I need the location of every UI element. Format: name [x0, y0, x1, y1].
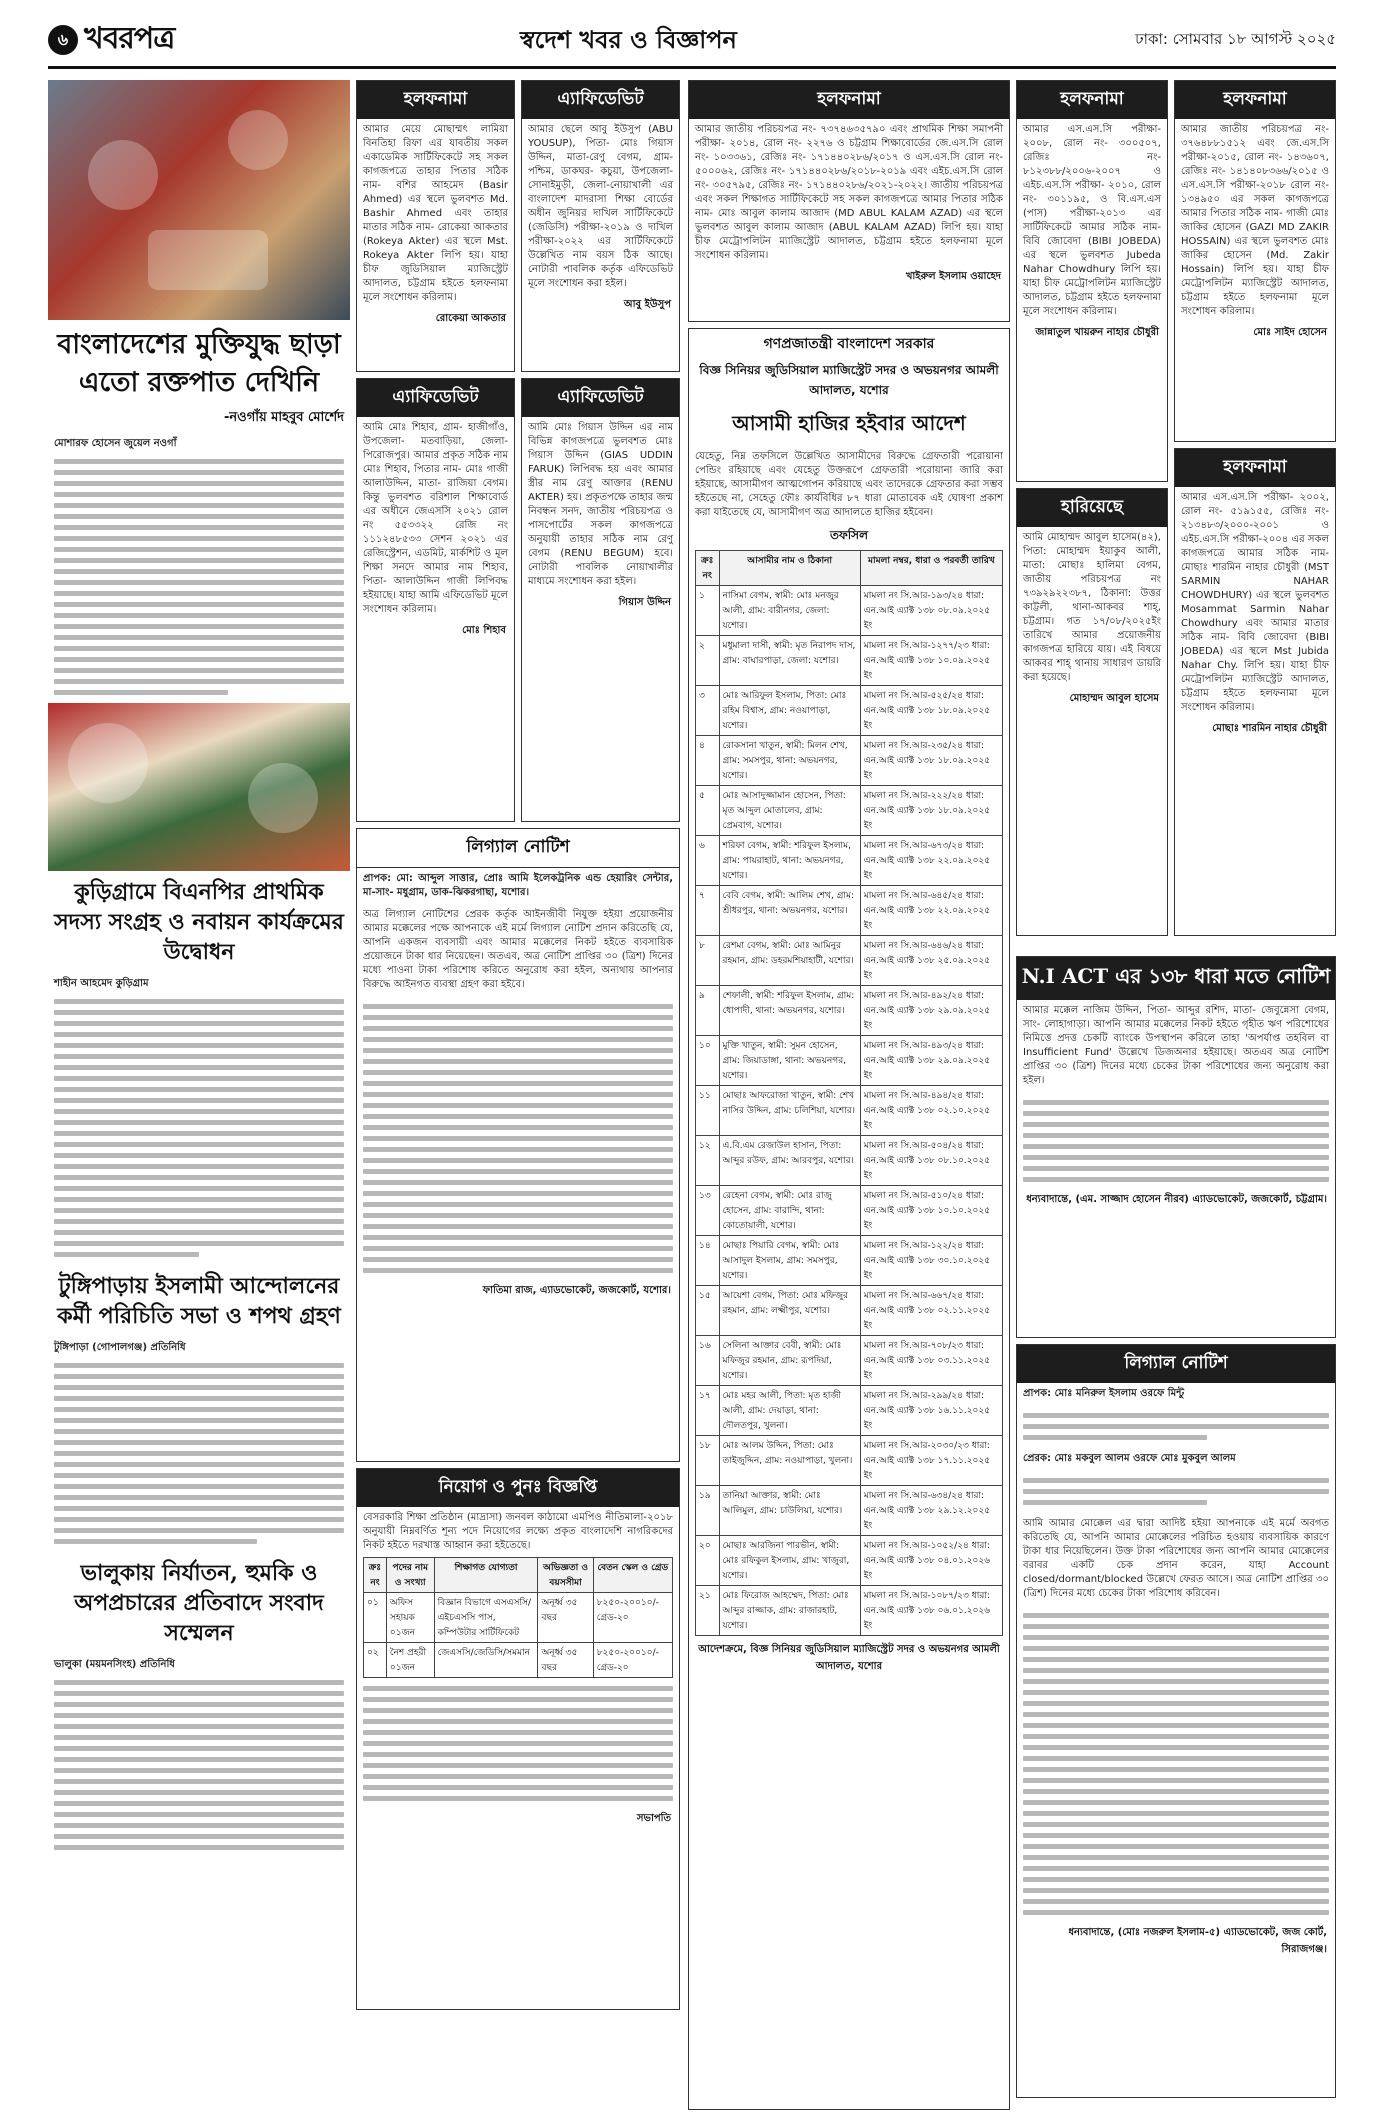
accused-cell: মামলা নং সি.আর-১০৫২/২৪ ধারা: এন.আই এ্যাক্ট ১৩৮ ০৪.০১.২০২৬ ইং: [860, 1536, 1002, 1586]
story2-reporter: শাহীন আহমেদ কুড়িগ্রাম: [54, 978, 149, 989]
accused-cell: মামলা নং সি.আর-৬৪৫/২৪ ধারা: এন.আই এ্যাক্ট ১৩৮ ২২.০৯.২০২৫ ইং: [860, 886, 1002, 936]
ad-title: হলফনামা: [1175, 81, 1335, 119]
accused-cell: মুক্তি খাতুন, স্বামী: সুমন হোসেন, গ্রাম: জিয়াডাঙ্গা, থানা: অভয়নগর, যশোর।: [719, 1036, 860, 1086]
story1-reporter: মোশারফ হোসেন জুয়েল নওগাঁ: [54, 438, 177, 449]
ad-title: N.I ACT এর ১৩৮ ধারা মতে নোটিশ: [1017, 957, 1335, 1000]
ad-signer: মোছাঃ শারমিন নাহার চৌধুরী: [1212, 723, 1327, 734]
ad-text: আমার জাতীয় পরিচয়পত্র নং- ৩৭৬৪৮৮১৫১২ এবং জে.এস.সি পরীক্ষা-২০১৫, রোল নং- ১৪৩৬০৭, রেজিঃ নং- ১৪১৪০৮৩৬৬/২০১৫ ও এস.এস.সি পরীক্ষা-২০১৮ রোল নং- ১৩৪৯৫০ এর সকল কাগজপত্রে আমার পিতার সঠিক নাম- গাজী মোঃ জাকির হোসেন (GAZI MD ZAKIR HOSSAIN) এর স্থলে ভুলবশত মোঃ জাকির হোসেন (Md. Zakir Hossain) লিপি হয়। যাহা চীফ মেট্রোপলিটন ম্যাজিস্ট্রেট আদালত, চট্টগ্রাম হইতে হলফনামা মূলে সংশোধন করিলাম।: [1181, 124, 1329, 317]
accused-cell: ২১: [696, 1586, 720, 1636]
accused-cell: মামলা নং সি.আর-৪৯৩/২৪ ধারা: এন.আই এ্যাক্ট ১৩৮ ২৯.০৯.২০২৫ ইং: [860, 1036, 1002, 1086]
recruitment-table: [363, 1557, 673, 1678]
accused-cell: মামলা নং সি.আর-৫১০/২৪ ধারা: এন.আই এ্যাক্ট ১৩৮ ১০.১০.২০২৫ ইং: [860, 1186, 1002, 1236]
accused-cell: মোঃ আরিফুল ইসলাম, পিতা: মোঃ রহিম বিশ্বাস, গ্রাম: নওয়াপাড়া, যশোর।: [719, 686, 860, 736]
accused-cell: মোঃ আসাদুজ্জামান হোসেন, পিতা: মৃত আব্দুল মোতালেব, গ্রাম: প্রেমবাগ, যশোর।: [719, 786, 860, 836]
recruitment-header: শিক্ষাগত যোগ্যতা: [434, 1558, 538, 1593]
ad-text: আমি আমার মোক্কেল এর দ্বারা আদিষ্ট হইয়া আপনাকে এই মর্মে অবগত করিতেছি যে, আপনি আমার মোক্কেলের পরিচিত হওয়ায় ব্যবসায়িক কারণে টাকা ধার নিয়েছিলেন। উক্ত টাকা পরিশোধের জন্য আপনি আমার মোক্কেলের বরাবর একটি চেক প্রদান করেন, যাহা Account closed/dormant/blocked উল্লেখে ফেরত আসে। অত্র নোটিশ প্রাপ্তির ৩০ (ত্রিশ) দিনের মধ্যে চেকের টাকা পরিশোধ করিবেন।: [1023, 1518, 1329, 1599]
ad-title: হলফনামা: [689, 81, 1009, 119]
accused-cell: মামলা নং সি.আর-১৯৩/২৪ ধারা: এন.আই এ্যাক্ট ১৩৮ ০৮.০৯.২০২৫ ইং: [860, 586, 1002, 636]
ad-title: হলফনামা: [1017, 81, 1167, 119]
accused-cell: মামলা নং সি.আর-১০৮৭/২৩ ধারা: এন.আই এ্যাক্ট ১৩৮ ০৬.০১.২০২৬ ইং: [860, 1586, 1002, 1636]
news-column: [48, 80, 350, 2110]
accused-cell: বেবি বেগম, স্বামী: আলিম শেখ, গ্রাম: শ্রীধরপুর, থানা: অভয়নগর, যশোর।: [719, 886, 860, 936]
accused-cell: মোঃ ফিরোজ আহম্মেদ, পিতা: মোঃ আব্দুর রাজ্জাক, গ্রাম: রাজারহাট, যশোর।: [719, 1586, 860, 1636]
accused-cell: মামলা নং সি.আর-২৩৫/২৪ ধারা: এন.আই এ্যাক্ট ১৩৮ ১৮.০৯.২০২৫ ইং: [860, 736, 1002, 786]
recruitment-header: অভিজ্ঞতা ও বয়সসীমা: [538, 1558, 593, 1593]
table-row: [696, 1186, 1003, 1236]
recruitment-cell: ৮২৫০-২০০১০/- গ্রেড-২০: [593, 1593, 672, 1643]
accused-cell: মামলা নং সি.আর-২২২/২৪ ধারা: এন.আই এ্যাক্ট ১৩৮ ১৮.০৯.২০২৫ ইং: [860, 786, 1002, 836]
accused-cell: রেহেনা বেগম, স্বামী: মোঃ রাজু হোসেন, গ্রাম: বারান্দি, থানা: কোতোয়ালী, যশোর।: [719, 1186, 860, 1236]
ad-signer: গিয়াস উদ্দিন: [618, 597, 671, 608]
accused-cell: মামলা নং সি.আর-৪৯২/২৪ ধারা: এন.আই এ্যাক্ট ১৩৮ ২৯.০৯.২০২৫ ইং: [860, 986, 1002, 1036]
accused-cell: মামলা নং সি.আর-৬৬৭/২৪ ধারা: এন.আই এ্যাক্ট ১৩৮ ০২.১১.২০২৫ ইং: [860, 1286, 1002, 1336]
story4-body: [48, 1672, 350, 1858]
affidavit-ad: [688, 80, 1010, 322]
accused-cell: ১৬: [696, 1336, 720, 1386]
table-row: [364, 1643, 673, 1678]
story4-headline: ভালুকায় নির্যাতন, হুমকি ও অপপ্রচারের প্রতিবাদে সংবাদ সম্মেলন: [74, 1560, 324, 1646]
recruitment-conditions: [357, 1678, 679, 1809]
accused-header: আসামীর নাম ও ঠিকানা: [719, 551, 860, 586]
accused-cell: মামলা নং সি.আর-৬৪৬/২৪ ধারা: এন.আই এ্যাক্ট ১৩৮ ২৫.০৯.২০২৫ ইং: [860, 936, 1002, 986]
ad-title: হলফনামা: [357, 81, 514, 119]
accused-cell: ২: [696, 636, 720, 686]
table-row: [696, 636, 1003, 686]
recruitment-cell: ৮২৫০-২০০১০/- গ্রেড-২০: [593, 1643, 672, 1678]
accused-cell: ১৯: [696, 1486, 720, 1536]
ad-text: আমি মোহাম্মদ আবুল হাসেম(৪২), পিতা: মোহাম্মদ ইয়াকুব আলী, মাতা: মোছাঃ হালিমা বেগম, জাতীয় পরিচয়পত্র নং ৭৩৯২৯২২৩৮৭, ঠিকানা: উত্তর কাট্টলী, থানা-আকবর শাহ্, চট্টগ্রাম। গত ১৭/০৮/২০২৫ইং তারিখে আমার প্রয়োজনীয় কাগজপত্র হারিয়ে যায়। এই বিষয়ে আকবর শাহ্ থানায় সাধারণ ডায়রি করা হয়েছে।: [1023, 532, 1161, 683]
accused-cell: তানিয়া আক্তার, স্বামী: মোঃ আলিমুল, গ্রাম: চাউলিয়া, যশোর।: [719, 1486, 860, 1536]
ad-text: অত্র লিগ্যাল নোটিশের প্রেরক কর্তৃক আইনজীবী নিযুক্ত হইয়া প্রয়োজনীয় আমার মক্কেলের পক্ষে আপনাকে এই মর্মে লিগ্যাল নোটিশ প্রদান করিতেছি যে, আপনি একজন ব্যবসায়ী এবং আমার মক্কেলের নিকট হইতে ব্যবসায়িক প্রয়োজনে টাকা ধার নিয়েছেন। অতএব, অত্র নোটিশ প্রাপ্তির ৩০ (ত্রিশ) দিনের মধ্যে পাওনা টাকা পরিশোধ করিতে অনুরোধ করা হইল, অন্যথায় আপনার বিরুদ্ধে আইনগত ব্যবস্থা গ্রহণ করা হইবে।: [363, 909, 673, 990]
affidavit-ad: [1016, 80, 1168, 482]
ad-title: এ্যাফিডেভিট: [357, 379, 514, 417]
sender-details: [1017, 1470, 1335, 1513]
table-row: [696, 736, 1003, 786]
accused-header: ক্রঃ নং: [696, 551, 720, 586]
header-rule: [48, 66, 1336, 69]
ads-column-3: [688, 80, 1010, 2110]
accused-cell: মধুমালা দাসী, স্বামী: মৃত নিরাপদ দাস, গ্রাম: বাঘারপাড়া, জেলা: যশোর।: [719, 636, 860, 686]
recruitment-header: পদের নাম ও সংখ্যা: [386, 1558, 434, 1593]
court-name: বিজ্ঞ সিনিয়র জুডিসিয়াল ম্যাজিস্ট্রেট সদর ও অভয়নগর আমলী আদালত, যশোর: [699, 363, 999, 397]
notice-body-continued: [1017, 1605, 1335, 1923]
ad-text: আমার এস.এস.সি পরীক্ষা- ২০০২, রোল নং- ৫১৯১৫৫, রেজিঃ নং- ২১৩৪৮৩/২০০০-২০০১ ও এইচ.এস.সি পরীক্ষা-২০০৪ এর সকল কাগজপত্রে আমার সঠিক নাম- মোছাঃ শারমিন নাহার চৌধুরী (MST SARMIN NAHAR CHOWDHURY) এর স্থলে ভুলবশত Mosammat Sarmin Nahar Chowdhury এবং আমার মাতার সঠিক নাম- বিবি জোবেদা (BIBI JOBEDA) এর স্থলে Mst Jubida Nahar Chy. লিপি হয়। যাহা চীফ মেট্রোপলিটন ম্যাজিস্ট্রেট আদালত, চট্টগ্রাম হইতে হলফনামা মূলে সংশোধন করিলাম।: [1181, 492, 1329, 713]
accused-cell: মামলা নং সি.আর-২০৩০/২৩ ধারা: এন.আই এ্যাক্ট ১৩৮ ১৭.১১.২০২৫ ইং: [860, 1436, 1002, 1486]
ad-signer: সভাপতি: [636, 1813, 671, 1824]
court-notice: [688, 328, 1010, 2110]
ads-column-4: [1016, 80, 1168, 950]
table-row: [696, 836, 1003, 886]
recruitment-header: ক্রঃ নং: [364, 1558, 387, 1593]
legal-notice-ad: [356, 828, 680, 1462]
table-row: [696, 1436, 1003, 1486]
ad-signer: আবু ইউসুপ: [623, 299, 671, 310]
accused-cell: ২০: [696, 1536, 720, 1586]
ad-text: আমার ছেলে আবু ইউসুপ (ABU YOUSUP), পিতা- মোঃ গিয়াস উদ্দিন, মাতা-রেণু বেগম, গ্রাম-পশ্চিম, ডাকঘর- কচুয়া, উপজেলা- সোনাইমুড়ী, জেলা-নোয়াখালী এর বাংলাদেশ মাদরাসা শিক্ষা বোর্ডের অধীন জুনিয়র দাখিল সার্টিফিকেটে (জেডিসি) পরীক্ষা-২০১৯ ও দাখিল পরীক্ষা-২০২২ এর সার্টিফিকেটে উল্লেখিত নাম বয়স ঠিক আছে। নোটারী পাবলিক কর্তৃক এফিডেভিট মূলে সংশোধন করা হইল।: [528, 124, 673, 289]
ad-title: হারিয়েছে: [1017, 489, 1167, 527]
notice-body-continued: [1017, 1092, 1335, 1190]
table-row: [696, 1536, 1003, 1586]
accused-cell: মামলা নং সি.আর-৭০৮/২৩ ধারা: এন.আই এ্যাক্ট ১৩৮ ০৩.১১.২০২৫ ইং: [860, 1336, 1002, 1386]
accused-cell: রেশমা বেগম, স্বামী: মোঃ আমিনুর রহমান, গ্রাম: ডহরমশিয়াহাটী, যশোর।: [719, 936, 860, 986]
accused-cell: ১: [696, 586, 720, 636]
story1-headline: বাংলাদেশের মুক্তিযুদ্ধ ছাড়া এতো রক্তপাত দেখিনি: [57, 329, 341, 398]
ad-signer: মোঃ সাইদ হোসেন: [1253, 327, 1327, 338]
accused-cell: ৩: [696, 686, 720, 736]
table-row: [696, 1086, 1003, 1136]
accused-cell: শেফালী, স্বামী: শরিফুল ইসলাম, গ্রাম: ধোপাদী, থানা: অভয়নগর, যশোর।: [719, 986, 860, 1036]
accused-cell: এ.বি.এম রেজাউল হাসান, পিতা: আব্দুর রউফ, গ্রাম: আরবপুর, যশোর।: [719, 1136, 860, 1186]
story2-headline: কুড়িগ্রামে বিএনপির প্রাথমিক সদস্য সংগ্রহ ও নবায়ন কার্যক্রমের উদ্বোধন: [54, 879, 344, 965]
table-row: [696, 1036, 1003, 1086]
accused-table: [695, 550, 1003, 1636]
table-row: [696, 1286, 1003, 1336]
table-row: [696, 1236, 1003, 1286]
accused-cell: ১০: [696, 1036, 720, 1086]
ad-title: হলফনামা: [1175, 449, 1335, 487]
paper-name: খবরপত্র: [84, 21, 175, 56]
accused-cell: ১৫: [696, 1286, 720, 1336]
table-row: [696, 986, 1003, 1036]
ad-signer: ধন্যবাদান্তে, (মোঃ নজরুল ইসলাম-৫) এ্যাডভোকেট, জজ কোর্ট, সিরাজগঞ্জ।: [1068, 1927, 1327, 1955]
table-row: [696, 586, 1003, 636]
accused-cell: মোছাঃ পিয়ারি বেগম, স্বামী: মোঃ আসাদুল ইসলাম, গ্রাম: সমসপুর, যশোর।: [719, 1236, 860, 1286]
accused-cell: ১২: [696, 1136, 720, 1186]
gov-title: গণপ্রজাতন্ত্রী বাংলাদেশ সরকার: [763, 336, 935, 352]
notice-recipient: প্রাপক: মো: আব্দুল সাত্তার, প্রোঃ আমি ইলেকট্রনিক এন্ড হেয়ারিং সেন্টার, মা-সাং- মধুগ্রাম, ডাক-ঝিকরগাছা, যশোর।: [363, 873, 673, 898]
table-row: [696, 1336, 1003, 1386]
recruitment-cell: নৈশ প্রহরী ০১জন: [386, 1643, 434, 1678]
accused-header: মামলা নম্বর, ধারা ও পরবর্তী তারিখ: [860, 551, 1002, 586]
ads-column-right-lower: [1016, 956, 1336, 2106]
recruitment-cell: অনূর্ধ্ব ৩৫ বছর: [538, 1593, 593, 1643]
lost-ad: [1016, 488, 1168, 936]
story3-reporter: টুঙ্গিপাড়া (গোপালগঞ্জ) প্রতিনিধি: [54, 1342, 186, 1353]
accused-cell: ৮: [696, 936, 720, 986]
accused-cell: মোছাঃ আফরোজা খাতুন, স্বামী: শেখ নাসির উদ্দিন, গ্রাম: চলিশিয়া, যশোর।: [719, 1086, 860, 1136]
recruitment-cell: বিজ্ঞান বিভাগে এসএসসি/এইচএসসি পাস, কম্পিউটার সার্টিফিকেট: [434, 1593, 538, 1643]
accused-cell: ৬: [696, 836, 720, 886]
recruitment-cell: ০২: [364, 1643, 387, 1678]
ad-title: নিয়োগ ও পুনঃ বিজ্ঞপ্তি: [357, 1469, 679, 1507]
ad-text: আমার মেয়ে মোছাম্মৎ লামিয়া বিনতিহা রিফা এর যাবতীয় সকল একাডেমিক সার্টিফিকেটে সহ সকল কাগজপত্রে তাহার পিতার সঠিক নাম- বশির আহমেদ (Basir Ahmed) এর স্থলে ভুলবশত Md. Bashir Ahmed এবং তাহার মাতার সঠিক নাম- রোকেয়া আকতার (Rokeya Akter) এর স্থলে Mst. Rokeya Akter লিপি হয়। যাহা চীফ জুডিসিয়াল ম্যাজিস্ট্রেট আদালত, চট্টগ্রাম হইতে হলফনামা মূলে সংশোধন করিলাম।: [363, 124, 508, 303]
story3-headline: টুঙ্গিপাড়ায় ইসলামী আন্দোলনের কর্মী পরিচিতি সভা ও শপথ গ্রহণ: [57, 1273, 341, 1329]
table-row: [696, 1386, 1003, 1436]
ad-signer: রোকেয়া আকতার: [435, 313, 506, 324]
recruitment-cell: অনূর্ধ্ব ৩৫ বছর: [538, 1643, 593, 1678]
ad-intro: বেসরকারি শিক্ষা প্রতিষ্ঠান (মাদ্রাসা) জনবল কাঠামো এমপিও নীতিমালা-২০১৮ অনুযায়ী নিম্নবর্ণিত শূন্য পদে নিয়োগের লক্ষ্যে প্রকৃত বাংলাদেশি নাগরিকদের নিকট হইতে দরখাস্ত আহ্বান করা হইতেছে।: [363, 1512, 673, 1551]
affidavit-ad: [1174, 448, 1336, 936]
ad-affidavit-left: [356, 80, 515, 828]
ad-text: আমার এস.এস.সি পরীক্ষা- ২০০৮, রোল নং- ৩০০৫০৭, রেজিঃ নং- ৮১২৩৮৮/২০০৬-২০০৭ ও এইচ.এস.সি পরীক্ষা- ২০১০, রোল নং- ৩০১১৯৫, ও বি.এস.এস (পাস) পরীক্ষা-২০১৩ এর সার্টিফিকেটে আমার সঠিক নাম- বিবি জোবেদা (BIBI JOBEDA) এর স্থলে ভুলবশত Jubeda Nahar Chowdhury লিপি হয়। যাহা চীফ মেট্রোপলিটন ম্যাজিস্ট্রেট আদালত, চট্টগ্রাম হইতে হলফনামা মূলে সংশোধন করিলাম।: [1023, 124, 1161, 317]
accused-cell: মোঃ আলম উদ্দিন, পিতা: মোঃ তাইজুদ্দিন, গ্রাম: নওয়াপাড়া, খুলনা।: [719, 1436, 860, 1486]
notice-body-continued: [357, 996, 679, 1281]
court-signer: আদেশক্রমে, বিজ্ঞ সিনিয়র জুডিসিয়াল ম্যাজিস্ট্রেট সদর ও অভয়নগর আমলী আদালত, যশোর: [698, 1644, 1000, 1672]
table-row: [696, 1486, 1003, 1536]
table-row: [696, 1586, 1003, 1636]
story2-body: [48, 991, 350, 1265]
accused-cell: শরিফা বেগম, স্বামী: শরিফুল ইসলাম, গ্রাম: পায়রাহাট, থানা: অভয়নগর, যশোর।: [719, 836, 860, 886]
accused-cell: ৯: [696, 986, 720, 1036]
story1-body: [48, 451, 350, 703]
accused-cell: ১৩: [696, 1186, 720, 1236]
section-title: স্বদেশ খবর ও বিজ্ঞাপন: [520, 25, 737, 54]
ad-signer: মোঃ শিহাব: [462, 625, 506, 636]
ad-signer: খাইরুল ইসলাম ওয়াহেদ: [905, 271, 1001, 282]
accused-cell: মামলা নং সি.আর-৪৯৪/২৪ ধারা: এন.আই এ্যাক্ট ১৩৮ ০২.১০.২০২৫ ইং: [860, 1086, 1002, 1136]
ad-title: এ্যাফিডেভিট: [522, 379, 679, 417]
accused-cell: মামলা নং সি.আর-৫০৪/২৪ ধারা: এন.আই এ্যাক্ট ১৩৮ ০৮.১০.২০২৫ ইং: [860, 1136, 1002, 1186]
court-text: যেহেতু, নিম্ন তফসিলে উল্লেখিত আসামীদের বিরুদ্ধে গ্রেফতারী পরোয়ানা পেন্ডিং রহিয়াছে এবং যেহেতু উক্তরূপে গ্রেফতারী পরোয়ানা জারি করা হইয়াছে, আসামীগণ আত্মগোপন করিয়াছে এবং তাদেরকে গ্রেফতার করা সম্ভব হইতেছে না, সেহেতু ফৌঃ কার্যবিধির ৮৭ ধারা মোতাবেক এই ঘোষণা প্রকাশ করা যাইতেছে যে, আসামীগণ অত্র আদালতে হাজির হইবেন।: [695, 451, 1003, 518]
ad-text: আমার মক্কেল নাজিম উদ্দিন, পিতা- আব্দুর রশিদ, মাতা- জেবুন্নেসা বেগম, সাং- লোহাগাড়া। আপনি আমার মক্কেলের নিকট হইতে গৃহীত ঋণ পরিশোধের নিমিত্তে প্রদত্ত চেকটি ব্যাংকে উপস্থাপন করিলে তাহা 'অপর্যাপ্ত তহবিল বা Insufficient Fund' উল্লেখে ডিজঅনার হইয়াছে। অতএব অত্র নোটিশ প্রাপ্তির ৩০ (ত্রিশ) দিনের মধ্যে চেকের টাকা পরিশোধের জন্য অনুরোধ করা হইল।: [1023, 1005, 1329, 1086]
table-row: [696, 686, 1003, 736]
accused-cell: ১১: [696, 1086, 720, 1136]
accused-cell: ৫: [696, 786, 720, 836]
table-row: [696, 936, 1003, 986]
accused-cell: মামলা নং সি.আর-১২৭৭/২৩ ধারা: এন.আই এ্যাক্ট ১৩৮ ১০.০৯.২০২৫ ইং: [860, 636, 1002, 686]
page-header: [0, 0, 1376, 72]
meeting-photo: [48, 703, 350, 871]
ad-title: লিগ্যাল নোটিশ: [1017, 1345, 1335, 1383]
ad-signer: জান্নাতুল খায়রুন নাহার চৌধুরী: [1035, 327, 1159, 338]
accused-cell: আয়েশা বেগম, পিতা: মোঃ মফিজুর রহমান, গ্রাম: লক্ষ্মীপুর, যশোর।: [719, 1286, 860, 1336]
recipient-details: [1017, 1405, 1335, 1448]
ad-signer: মোহাম্মদ আবুল হাসেম: [1069, 693, 1159, 704]
accused-cell: মামলা নং সি.আর-৬৭৩/২৪ ধারা: এন.আই এ্যাক্ট ১৩৮ ২২.০৯.২০২৫ ইং: [860, 836, 1002, 886]
accused-cell: সেলিনা আক্তার বেবী, স্বামী: মোঃ মফিজুর রহমান, গ্রাম: রূপদিয়া, যশোর।: [719, 1336, 860, 1386]
table-row: [364, 1593, 673, 1643]
ads-column-5: [1174, 80, 1336, 950]
notice-recipient: প্রাপক: মোঃ মনিরুল ইসলাম ওরফে মিন্টু: [1023, 1388, 1185, 1399]
legal-notice-ad: [1016, 1344, 1336, 2098]
table-row: [696, 786, 1003, 836]
accused-cell: মামলা নং সি.আর-৫২৫/২৪ ধারা: এন.আই এ্যাক্ট ১৩৮ ১৮.০৯.২০২৫ ইং: [860, 686, 1002, 736]
accused-cell: মোছাঃ আরজিনা পারভীন, স্বামী: মোঃ রফিকুল ইসলাম, গ্রাম: খাজুরা, যশোর।: [719, 1536, 860, 1586]
issue-date: ঢাকা: সোমবার ১৮ আগস্ট ২০২৫: [1135, 30, 1336, 48]
ad-text: আমি মোঃ শিহাব, গ্রাম- হাজীগাঁও, উপজেলা- মতবাড়িয়া, জেলা-পিরোজপুর। আমার প্রকৃত সঠিক নাম মোঃ শিহাব, পিতার নাম- মোঃ গাজী আলাউদ্দিন, মাতা- রাজিয়া বেগম। কিন্তু ভুলবশত বরিশাল শিক্ষাবোর্ড এর অধীনে জেএসসি ২০২১ রোল নং ৫৫৩৩২২ রেজি নং ১১১২৪৮৫৩৩ সেশন ২০২১ এর রেজিস্ট্রেশন, এডমিট, মার্কশিট ও মূল শিক্ষা সনদে আমার নাম শিহাব, পিতা- আলাউদ্দিন গাজী লিপিবদ্ধ হইয়াছে। যাহা আমি এফিডেভিট মূলে সংশোধন করিলাম।: [363, 422, 508, 615]
story3-body: [48, 1355, 350, 1552]
recruitment-header: বেতন স্কেল ও গ্রেড: [593, 1558, 672, 1593]
ad-text: আমার জাতীয় পরিচয়পত্র নং- ৭৩৭৪৬৩৫৭৯০ এবং প্রাথমিক শিক্ষা সমাপনী পরীক্ষা- ২০১৪, রোল নং- ২২৭৬ ও চট্টগ্রাম শিক্ষাবোর্ডের জে.এস.সি রোল নং- ১০৩৩৬১, রেজিঃ নং- ১৭১৪৪০২৮৬/২০১৭ ও এস.এস.সি রোল নং- ৫০০০৬২, রেজিঃ নং- ১৭১৪৪০২৮৬/২০১৮-২০১৯ এবং এইচ.এস.সি রোল নং- ৩০৫৭৯৫, রেজিঃ নং- ১৭১৪৪০২৮৬/২০২১-২০২২। জাতীয় পরিচয়পত্র এবং সকল শিক্ষাগত সার্টিফিকেটে সহ সকল কাগজপত্রে আমার পিতার সঠিক নাম- মোঃ আবুল কালাম আজাদ (MD ABUL KALAM AZAD) এর স্থলে ভুলবশত আবুল কালাম আজাদ (ABUL KALAM AZAD) লিপি হয়। যাহা চীফ মেট্রোপলিটন ম্যাজিস্ট্রেট আদালত, চট্টগ্রাম হইতে হলফনামা মূলে সংশোধন করিলাম।: [695, 124, 1003, 261]
ad-title: লিগ্যাল নোটিশ: [357, 829, 679, 868]
accused-cell: মামলা নং সি.আর-১২২/২৪ ধারা: এন.আই এ্যাক্ট ১৩৮ ৩০.১০.২০২৫ ইং: [860, 1236, 1002, 1286]
ad-signer: ফাতিমা রাজ, এ্যাডভোকেট, জজকোর্ট, যশোর।: [482, 1285, 671, 1296]
accused-cell: রোকসানা খাতুন, স্বামী: মিলন শেখ, গ্রাম: সমসপুর, থানা: অভয়নগর, যশোর।: [719, 736, 860, 786]
accused-cell: ৭: [696, 886, 720, 936]
ni-act-notice: [1016, 956, 1336, 1338]
story1-byline: -নওগাঁয় মাহবুব মোর্শেদ: [223, 410, 344, 425]
accused-cell: মামলা নং সি.আর-৬৩৪/২৪ ধারা: এন.আই এ্যাক্ট ১৩৮ ২৯.১২.২০২৫ ইং: [860, 1486, 1002, 1536]
accused-cell: ১৪: [696, 1236, 720, 1286]
recruitment-cell: জেএসসি/জেডিসি/সমমান: [434, 1643, 538, 1678]
ad-affidavit-right: [521, 80, 680, 828]
ad-text: আমি মোঃ গিয়াস উদ্দিন এর নাম বিভিন্ন কাগজপত্রে ভুলবশত মোঃ গিয়াস উদ্দিন (GIAS UDDIN FARUK) লিপিবদ্ধ হয় এবং আমার স্ত্রীর নাম রেণু আক্তার (RENU AKTER) হয়। প্রকৃতপক্ষে তাহার জন্ম নিবন্ধন সনদ, জাতীয় পরিচয়পত্র ও পাসপোর্টের সকল কাগজপত্রে অনুযায়ী তাহার সঠিক নাম রেণু বেগম (RENU BEGUM) হবে। নোটারী পাবলিক নোয়াখালীর মাধ্যমে সংশোধন করা হইল।: [528, 422, 673, 587]
notice-sender: প্রেরক: মোঃ মকবুল আলম ওরফে মোঃ মুকবুল আলম: [1023, 1453, 1236, 1464]
table-row: [696, 886, 1003, 936]
page-number: ৬: [48, 25, 78, 55]
accused-cell: মোঃ মহর আলী, পিতা: মৃত হাজী আলী, গ্রাম: দেয়াড়া, থানা: দৌলতপুর, খুলনা।: [719, 1386, 860, 1436]
masthead-logo: [48, 14, 174, 65]
recruitment-ad: [356, 1468, 680, 2010]
schedule-title: তফসিল: [829, 528, 869, 542]
ads-column-2: [356, 80, 680, 2110]
rally-photo: [48, 80, 350, 320]
court-order: আসামী হাজির হইবার আদেশ: [732, 411, 966, 435]
accused-cell: ১৭: [696, 1386, 720, 1436]
ad-title: এ্যাফিডেভিট: [522, 81, 679, 119]
affidavit-ad: [1174, 80, 1336, 442]
ad-signer: ধন্যবাদান্তে, (এম. সাজ্জাদ হোসেন নীরব) এ্যাডভোকেট, জজকোর্ট, চট্টগ্রাম।: [1026, 1194, 1327, 1205]
recruitment-cell: ০১: [364, 1593, 387, 1643]
accused-cell: মামলা নং সি.আর-২৯৯/২৪ ধারা: এন.আই এ্যাক্ট ১৩৮ ১৬.১১.২০২৫ ইং: [860, 1386, 1002, 1436]
recruitment-cell: অফিস সহায়ক ০১জন: [386, 1593, 434, 1643]
accused-cell: নাসিমা বেগম, স্বামী: মোঃ মনজুর আলী, গ্রাম: বারীনগর, জেলা: যশোর।: [719, 586, 860, 636]
accused-cell: ৪: [696, 736, 720, 786]
table-row: [696, 1136, 1003, 1186]
accused-cell: ১৮: [696, 1436, 720, 1486]
story4-reporter: ভালুকা (ময়মনসিংহ) প্রতিনিধি: [54, 1659, 175, 1670]
